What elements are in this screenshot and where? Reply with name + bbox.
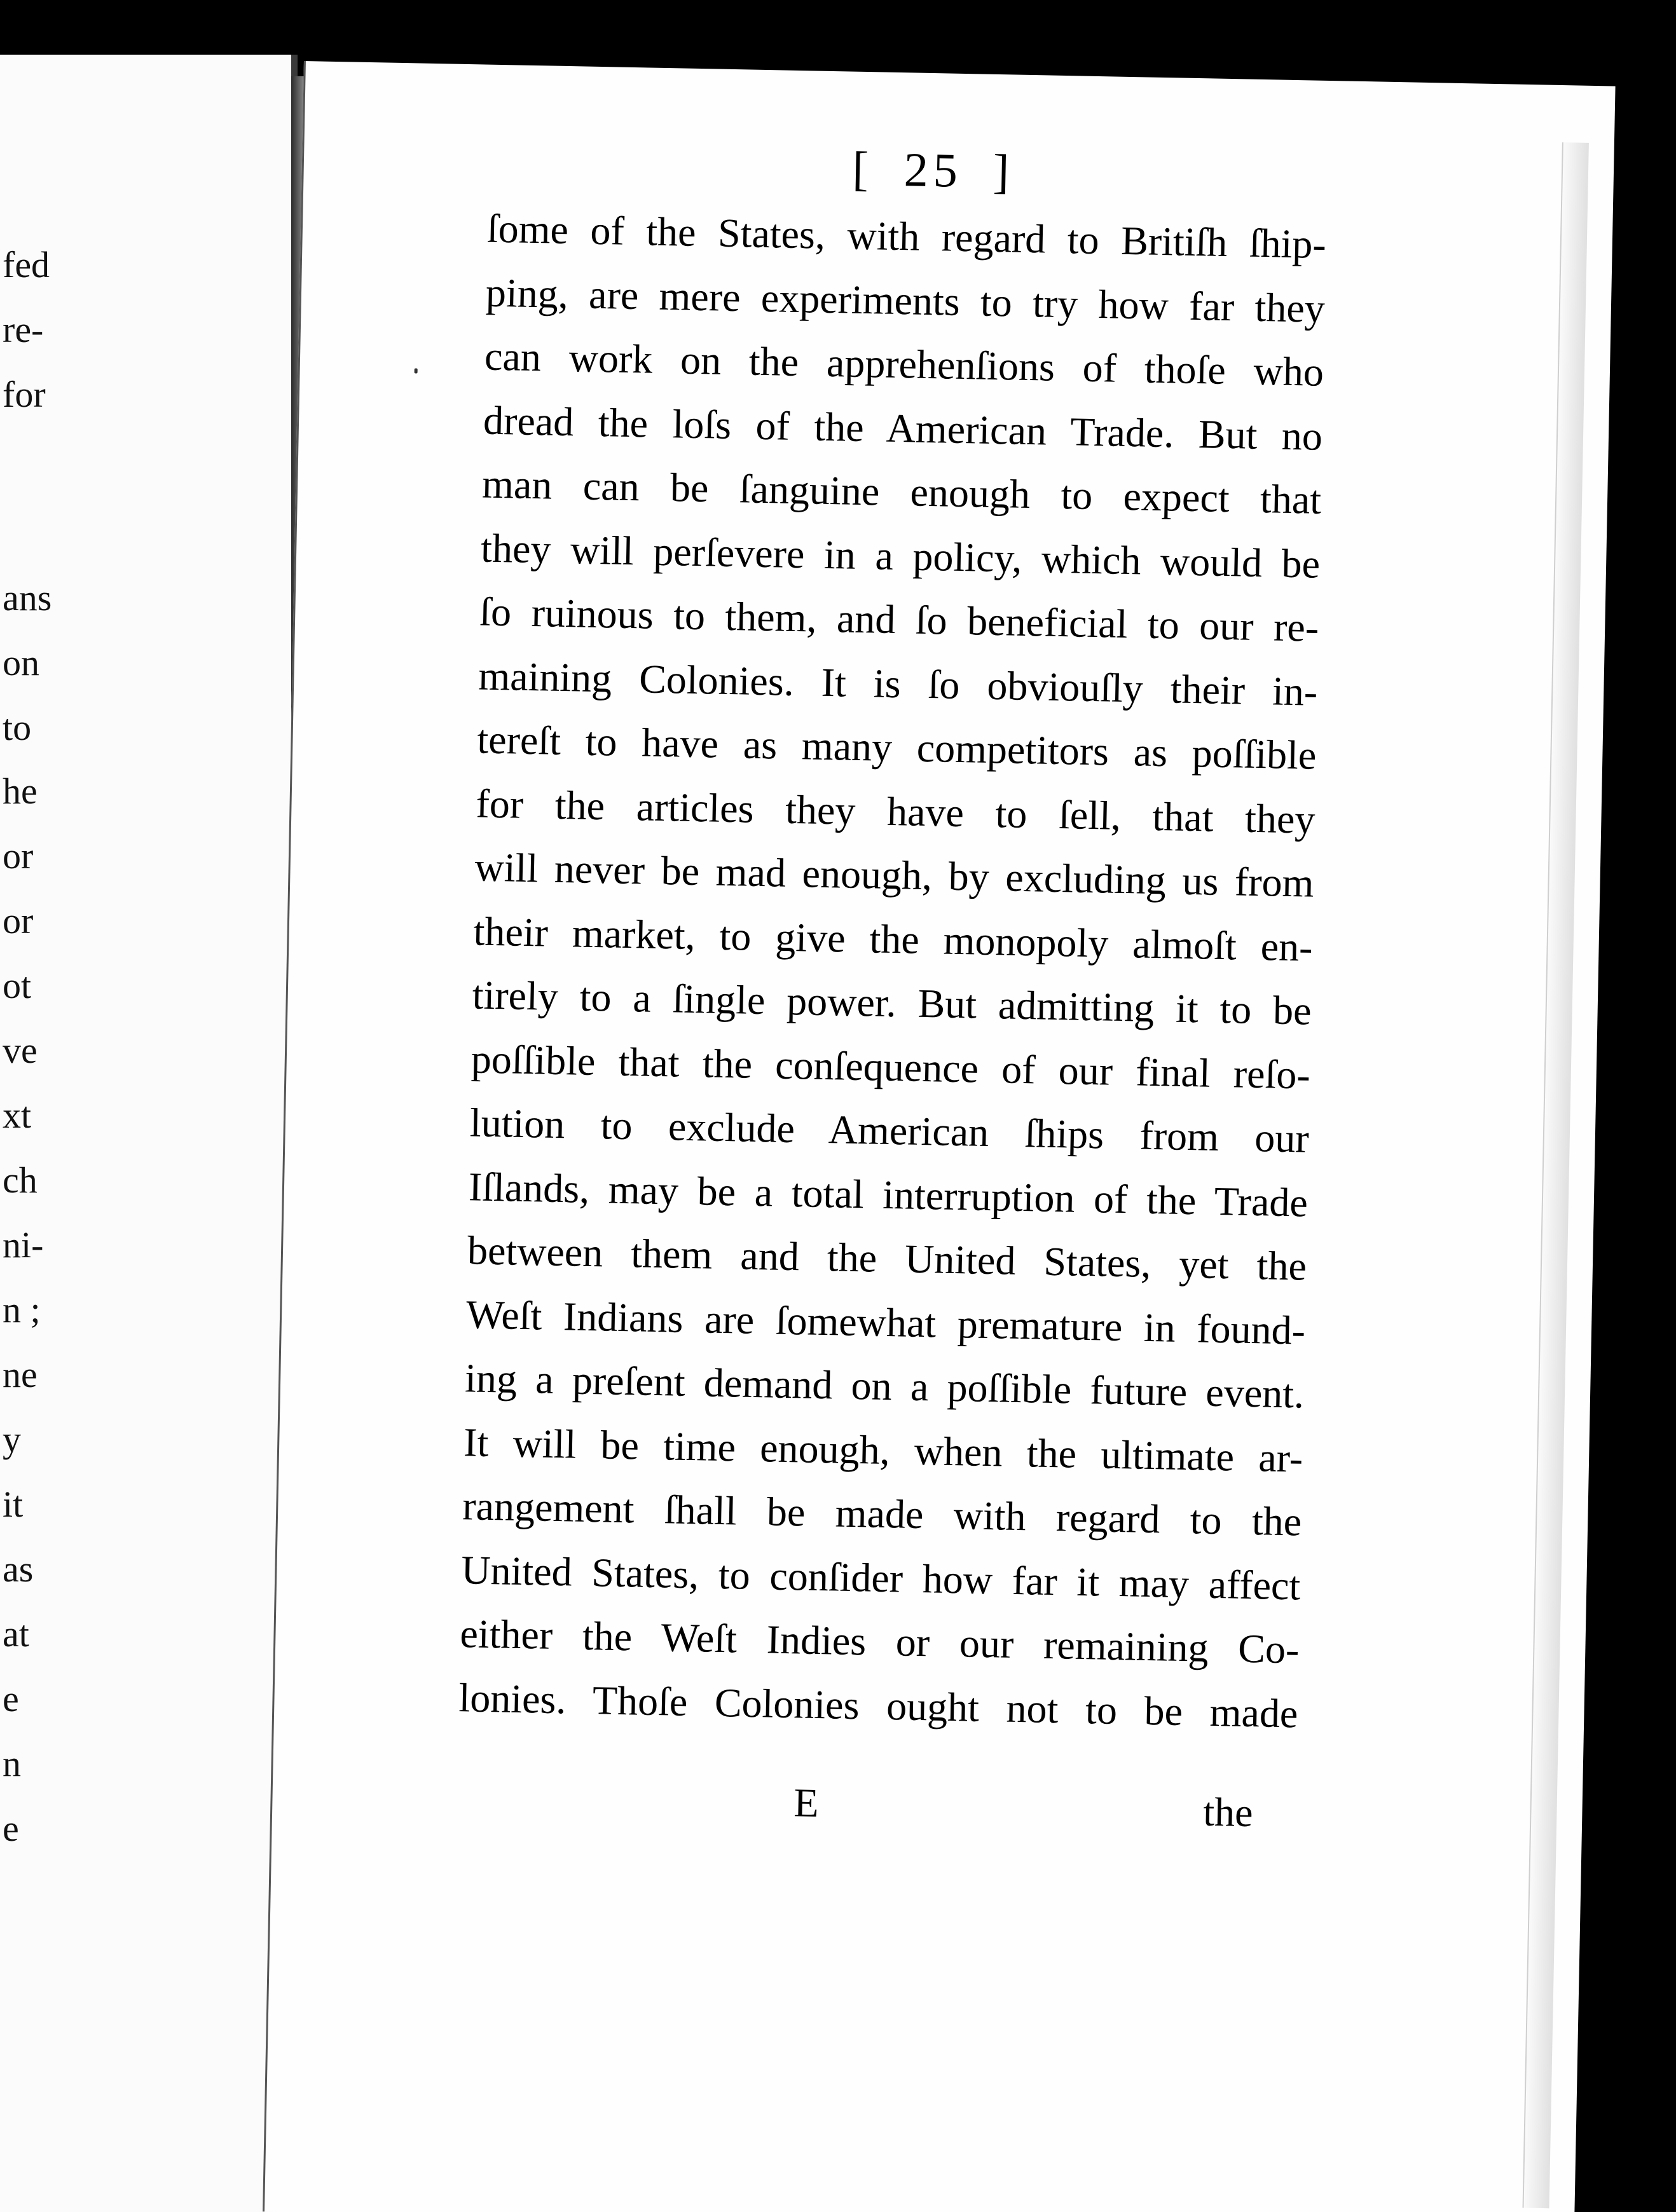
text-line: ſome of the States, with regard to Britiſh ſhip- (486, 205, 1327, 267)
header-close-bracket: ] (993, 144, 1015, 199)
text-line: United States, to conſider how far it may affect (460, 1546, 1301, 1609)
page-edge-shadow (1523, 142, 1589, 2208)
text-line: will never be mad enough, by excluding us from (474, 844, 1315, 906)
line-fragment: for (3, 374, 46, 415)
previous-page-fragment (0, 55, 298, 2212)
page-25 (263, 61, 1616, 2212)
text-line: can work on the apprehenſions of thoſe who (484, 333, 1324, 395)
line-fragment: it (3, 1484, 24, 1525)
line-fragment: at (3, 1613, 29, 1655)
header-open-bracket: [ (851, 142, 874, 196)
scan-specks (306, 61, 1616, 86)
text-line: either the Weſt Indies or our remaining Co- (459, 1611, 1300, 1672)
line-fragment: y (3, 1419, 21, 1460)
signature-mark: E (793, 1780, 820, 1826)
line-fragment: n ; (3, 1289, 41, 1330)
line-fragment: or (3, 900, 34, 941)
text-line: lonies. Thoſe Colonies ought not to be made (458, 1674, 1299, 1736)
text-line: between them and the United States, yet the (467, 1227, 1307, 1289)
text-line: maining Colonies. It is ſo obviouſly their in- (477, 652, 1318, 714)
line-fragment: re- (3, 309, 44, 350)
text-line: ing a preſent demand on a poſſible future event. (464, 1355, 1305, 1417)
text-line: Weſt Indians are ſomewhat premature in found- (465, 1291, 1306, 1353)
line-fragment: to (3, 707, 32, 748)
line-fragment: e (3, 1678, 19, 1719)
line-fragment: he (3, 770, 38, 812)
page-number: 25 (903, 143, 963, 198)
text-line: It will be time enough, when the ultimate ar- (463, 1419, 1303, 1481)
line-fragment: e (3, 1808, 19, 1849)
catchword: the (1202, 1789, 1254, 1836)
text-line: man can be ſanguine enough to expect that (481, 461, 1322, 522)
text-line: tirely to a ſingle power. But admitting it to be (472, 972, 1312, 1034)
text-line: poſſible that the conſequence of our final reſo- (471, 1035, 1311, 1098)
line-fragment: xt (3, 1095, 32, 1136)
text-line: ping, are mere experiments to try how far they (485, 270, 1326, 331)
text-line: lution to exclude American ſhips from our (469, 1100, 1310, 1161)
line-fragment: ot (3, 965, 32, 1006)
previous-page-line-endings (0, 55, 291, 2212)
line-fragment: on (3, 642, 39, 683)
text-line: tereſt to have as many competitors as poſſible (476, 716, 1317, 778)
text-line: for the articles they have to ſell, that they (475, 780, 1316, 842)
text-line: their market, to give the monopoly almoſt en- (473, 908, 1314, 970)
line-fragment: ch (3, 1159, 38, 1201)
line-fragment: ans (3, 577, 52, 618)
text-line: Iſlands, may be a total interruption of the Trade (468, 1163, 1309, 1225)
line-fragment: ne (3, 1354, 38, 1395)
text-line: ſo ruinous to them, and ſo beneficial to our re- (479, 589, 1319, 650)
line-fragment: fed (3, 244, 50, 285)
text-line: they will perſevere in a policy, which would be (480, 524, 1321, 587)
line-fragment: ve (3, 1030, 38, 1071)
page-body (458, 197, 1327, 1746)
line-fragment: n (3, 1743, 21, 1784)
text-line: dread the loſs of the American Trade. But no (483, 397, 1323, 459)
line-fragment: ni- (3, 1224, 44, 1266)
line-fragment: or (3, 835, 34, 877)
text-line: rangement ſhall be made with regard to the (462, 1483, 1302, 1545)
line-fragment: as (3, 1548, 34, 1590)
